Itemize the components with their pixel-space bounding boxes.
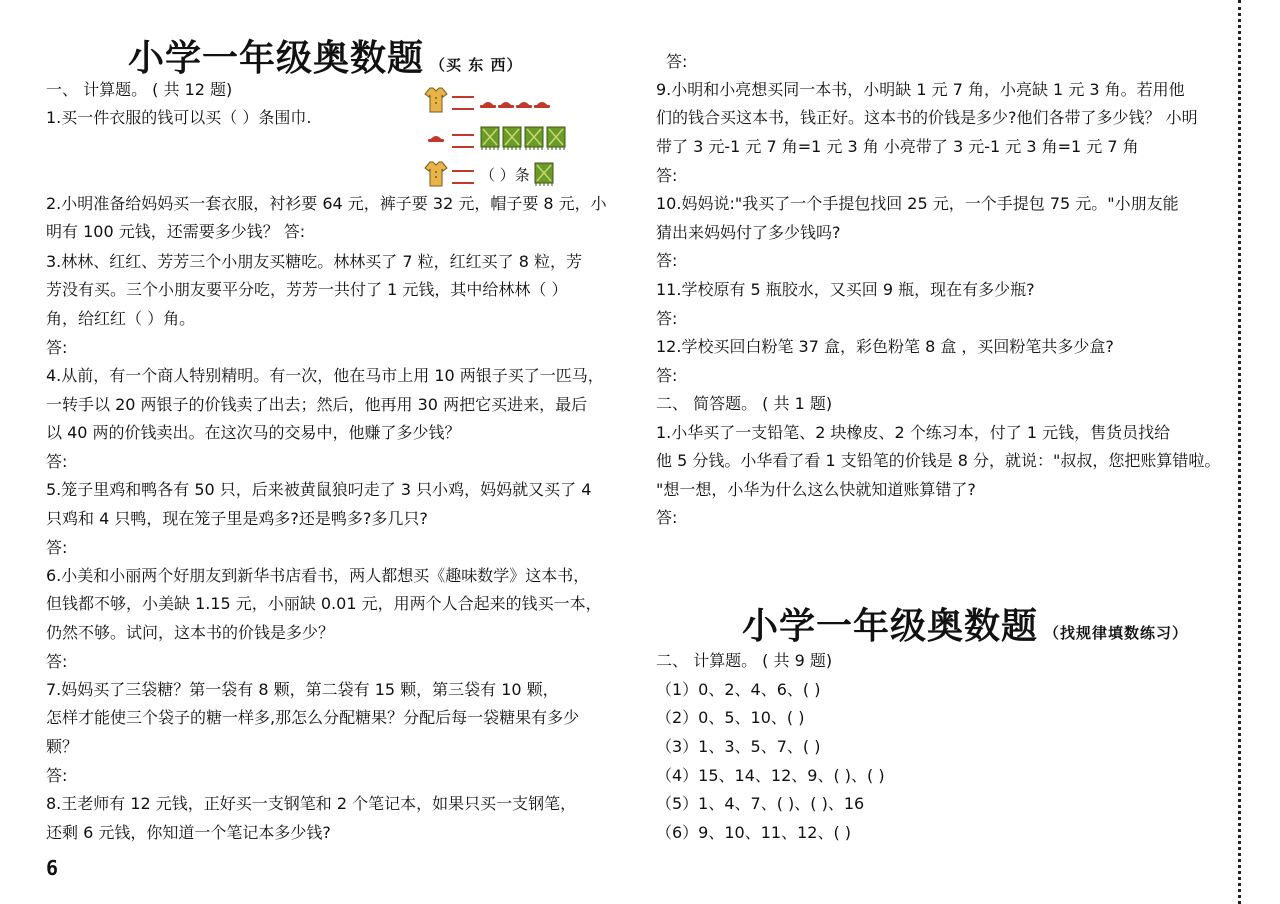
right-title <box>742 598 1188 649</box>
left-subtitle: （买 东 西） <box>430 56 523 74</box>
left-line: 明有 100 元钱，还需要多少钱？ 答: <box>46 222 306 241</box>
hat-icon <box>516 98 532 108</box>
right-line: 答: <box>666 52 688 71</box>
right-line: 1.小华买了一支铅笔、2 块橡皮、2 个练习本，付了 1 元钱，售货员找给 <box>656 423 1171 442</box>
left-line: 3.林林、红红、芳芳三个小朋友买糖吃。林林买了 7 粒，红红买了 8 粒，芳 <box>46 252 582 271</box>
left-line: 8.王老师有 12 元钱，正好买一支钢笔和 2 个笔记本，如果只买一支钢笔， <box>46 794 577 813</box>
sequence-line: （1）0、2、4、6、( ) <box>656 680 821 699</box>
left-title <box>128 30 522 81</box>
right-line: 带了 3 元-1 元 7 角=1 元 3 角 小亮带了 3 元-1 元 3 角=1 元 7 角 <box>656 137 1139 156</box>
left-line: 芳没有买。三个小朋友要平分吃，芳芳一共付了 1 元钱，其中给林林（ ） <box>46 280 568 299</box>
right-line: 11.学校原有 5 瓶胶水，又买回 9 瓶，现在有多少瓶? <box>656 280 1035 299</box>
right-line: 10.妈妈说:"我买了一个手提包找回 25 元，一个手提包 75 元。"小朋友能 <box>656 194 1179 213</box>
shirt-icon <box>424 86 448 114</box>
left-line: 6.小美和小丽两个好朋友到新华书店看书，两人都想买《趣味数学》这本书， <box>46 566 590 585</box>
right-line: 答: <box>656 366 678 385</box>
sequence-line: （3）1、3、5、7、( ) <box>656 737 821 756</box>
hat-icon <box>480 98 496 108</box>
hat-icon <box>534 98 550 108</box>
sequence-line: （4）15、14、12、9、( )、( ) <box>656 766 885 785</box>
picture-row-hat-scarves <box>424 124 574 154</box>
scarf-icon <box>502 126 522 150</box>
left-line: 答: <box>46 452 68 471</box>
left-line: 还剩 6 元钱，你知道一个笔记本多少钱? <box>46 823 331 842</box>
left-line: 答: <box>46 538 68 557</box>
left-line: 答: <box>46 338 68 357</box>
scarf-icon <box>546 126 566 150</box>
left-line: 只鸡和 4 只鸭，现在笼子里是鸡多?还是鸭多?多几只? <box>46 509 428 528</box>
hat-icon <box>498 98 514 108</box>
left-line: 5.笼子里鸡和鸭各有 50 只，后来被黄鼠狼叼走了 3 只小鸡，妈妈就又买了 4 <box>46 480 592 499</box>
left-line: 以 40 两的价钱卖出。在这次马的交易中，他赚了多少钱？ <box>46 423 461 442</box>
shirt-icon <box>424 160 448 188</box>
right-line: 答: <box>656 166 678 185</box>
equals-icon <box>452 170 474 184</box>
sequence-line: 二、 计算题。 ( 共 9 题) <box>656 651 833 670</box>
scarf-icon <box>480 126 500 150</box>
picture-blank-label: （ ）条 <box>480 166 530 184</box>
hat-icon <box>428 132 444 142</box>
left-line: 答: <box>46 766 68 785</box>
right-line: 12.学校买回白粉笔 37 盒，彩色粉笔 8 盒 ，买回粉笔共多少盒? <box>656 337 1114 356</box>
sequence-line: （6）9、10、11、12、( ) <box>656 823 852 842</box>
scarf-icon <box>534 162 554 186</box>
right-line: 9.小明和小亮想买同一本书，小明缺 1 元 7 角，小亮缺 1 元 3 角。若用他 <box>656 80 1185 99</box>
left-title-text: 小学一年级奥数题 <box>128 38 425 79</box>
picture-row-shirt-blank <box>424 160 574 190</box>
right-line: 答: <box>656 508 678 527</box>
picture-row-shirt-hats <box>424 86 574 116</box>
scarf-icon <box>524 126 544 150</box>
left-line: 答: <box>46 652 68 671</box>
page-number: 6 <box>46 856 59 880</box>
left-line: 角，给红红（ ）角。 <box>46 309 196 328</box>
right-line: 答: <box>656 309 678 328</box>
left-line: 4.从前，有一个商人特别精明。有一次，他在马市上用 10 两银子买了一匹马， <box>46 366 604 385</box>
right-line: 二、 简答题。 ( 共 1 题) <box>656 394 833 413</box>
equals-icon <box>452 134 474 148</box>
left-line: 怎样才能使三个袋子的糖一样多,那怎么分配糖果？分配后每一袋糖果有多少 <box>46 708 580 727</box>
right-title-text: 小学一年级奥数题 <box>742 606 1039 647</box>
dotted-cut-line <box>1238 0 1241 904</box>
right-line: 们的钱合买这本书，钱正好。这本书的价钱是多少?他们各带了多少钱？ 小明 <box>656 108 1198 127</box>
left-line: 一转手以 20 两银子的价钱卖了出去；然后，他再用 30 两把它买进来，最后 <box>46 395 588 414</box>
left-line: 1.买一件衣服的钱可以买（ ）条围巾. <box>46 108 312 127</box>
right-line: 他 5 分钱。小华看了看 1 支铅笔的价钱是 8 分，就说："叔叔，您把账算错啦。 <box>656 451 1221 470</box>
right-line: 答: <box>656 251 678 270</box>
left-line: 2.小明准备给妈妈买一套衣服，衬衫要 64 元，裤子要 32 元，帽子要 8 元，小 <box>46 194 607 213</box>
left-line: 一、 计算题。 ( 共 12 题) <box>46 80 233 99</box>
sequence-line: （5）1、4、7、( )、( )、16 <box>656 794 865 813</box>
left-line: 颗？ <box>46 737 79 756</box>
right-line: 猜出来妈妈付了多少钱吗? <box>656 223 841 242</box>
right-subtitle: （找规律填数练习） <box>1044 624 1189 642</box>
equals-icon <box>452 96 474 110</box>
left-line: 7.妈妈买了三袋糖？第一袋有 8 颗，第二袋有 15 颗，第三袋有 10 颗， <box>46 680 559 699</box>
left-line: 仍然不够。试问，这本书的价钱是多少？ <box>46 623 335 642</box>
left-line: 但钱都不够，小美缺 1.15 元，小丽缺 0.01 元，用两个人合起来的钱买一本， <box>46 594 602 613</box>
clothes-exchange-picture <box>424 86 574 192</box>
sequence-line: （2）0、5、10、( ) <box>656 708 805 727</box>
right-line: "想一想，小华为什么这么快就知道账算错了? <box>656 480 976 499</box>
